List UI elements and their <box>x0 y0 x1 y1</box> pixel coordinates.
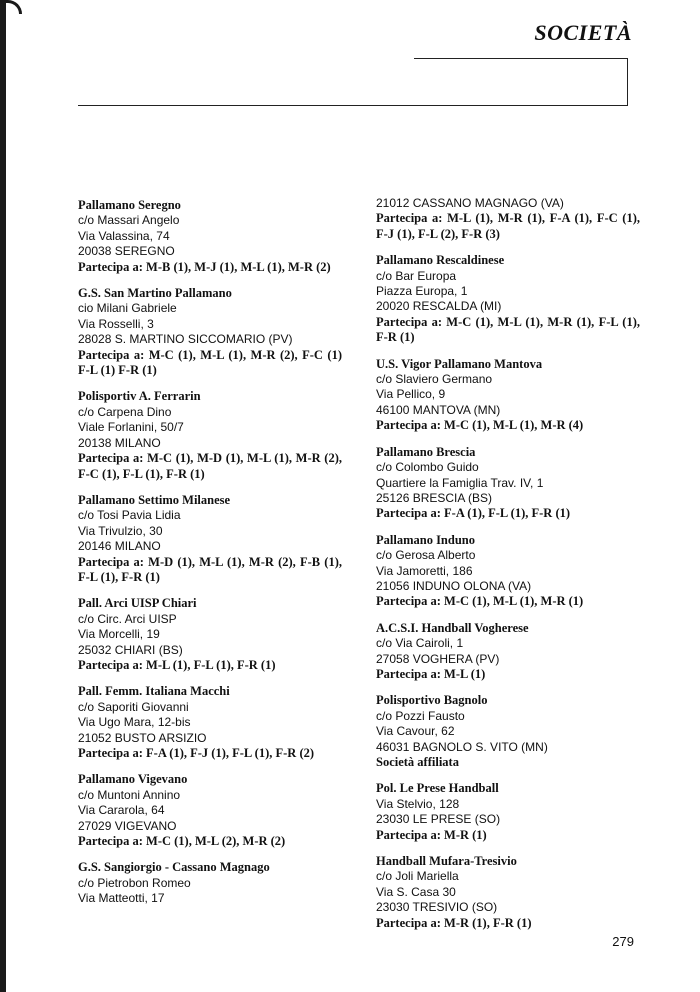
club-entry <box>78 493 342 585</box>
left-column <box>78 198 342 918</box>
address-line: Via Cavour, 62 <box>376 724 455 739</box>
address-line: 25126 BRESCIA (BS) <box>376 490 493 505</box>
address-line: c/o Pozzi Fausto <box>376 708 465 723</box>
club-name: G.S. Sangiorgio - Cassano Magnago <box>78 860 270 875</box>
address-line: Via Trivulzio, 30 <box>78 523 163 538</box>
address-line: Piazza Europa, 1 <box>376 284 468 299</box>
club-entry <box>78 198 342 275</box>
club-name: Pallamano Brescia <box>376 444 476 459</box>
address-line: c/o Circ. Arci UISP <box>78 611 177 626</box>
address-line: Via Cararola, 64 <box>78 803 165 818</box>
right-column <box>376 196 640 942</box>
participation-note: Partecipa a: M-R (1), F-R (1) <box>376 915 532 930</box>
participation-note: Partecipa a: M-C (1), M-L (1), M-R (4) <box>376 418 584 433</box>
address-line: 20038 SEREGNO <box>78 244 175 259</box>
club-name: A.C.S.I. Handball Vogherese <box>376 620 529 635</box>
address-line: cio Milani Gabriele <box>78 301 177 316</box>
club-entry <box>376 854 640 931</box>
club-name: G.S. San Martino Pallamano <box>78 286 232 301</box>
club-name: Pallamano Vigevano <box>78 772 188 787</box>
address-line: 27058 VOGHERA (PV) <box>376 651 500 666</box>
club-name: Handball Mufara-Tresivio <box>376 854 517 869</box>
club-entry <box>376 621 640 683</box>
participation-note: Partecipa a: F-A (1), F-L (1), F-R (1) <box>376 506 571 521</box>
address-line: Via Rosselli, 3 <box>78 316 154 331</box>
address-line: Via S. Casa 30 <box>376 884 456 899</box>
address-line: Via Valassina, 74 <box>78 228 170 243</box>
address-line: 21052 BUSTO ARSIZIO <box>78 730 207 745</box>
club-name: Polisportivo Bagnolo <box>376 693 488 708</box>
participation-note: Partecipa a: M-C (1), M-D (1), M-L (1), M-R (2), F-C (1), F-L (1), F-R (1) <box>78 451 342 481</box>
club-entry <box>376 357 640 434</box>
address-line: 20146 MILANO <box>78 539 161 554</box>
club-name: Pall. Femm. Italiana Macchi <box>78 684 230 699</box>
club-name: Pallamano Settimo Milanese <box>78 492 231 507</box>
address-line: 46100 MANTOVA (MN) <box>376 402 501 417</box>
address-line: Via Jamoretti, 186 <box>376 563 473 578</box>
club-entry <box>78 286 342 378</box>
address-line: c/o Massari Angelo <box>78 213 180 228</box>
address-line: 21012 CASSANO MAGNAGO (VA) <box>376 196 564 210</box>
club-entry <box>78 596 342 673</box>
address-line: 46031 BAGNOLO S. VITO (MN) <box>376 739 548 754</box>
address-line: c/o Tosi Pavia Lidia <box>78 508 181 523</box>
page-number: 279 <box>612 934 634 949</box>
club-name: Pallamano Seregno <box>78 198 181 212</box>
participation-note: Partecipa a: M-D (1), M-L (1), M-R (2), F-B (1), F-L (1), F-R (1) <box>78 554 342 584</box>
club-name: U.S. Vigor Pallamano Mantova <box>376 356 543 371</box>
club-entry <box>376 445 640 522</box>
club-name: Pall. Arci UISP Chiari <box>78 596 197 611</box>
club-entry <box>376 533 640 610</box>
club-entry <box>376 196 640 242</box>
participation-note: Partecipa a: M-L (1) <box>376 666 486 681</box>
club-name: Pallamano Induno <box>376 532 475 547</box>
address-line: c/o Joli Mariella <box>376 869 459 884</box>
club-entry <box>376 781 640 843</box>
participation-note: Partecipa a: M-R (1) <box>376 827 487 842</box>
participation-note: Partecipa a: M-L (1), F-L (1), F-R (1) <box>78 657 276 672</box>
section-title: SOCIETÀ <box>534 20 632 45</box>
address-line: Quartiere la Famiglia Trav. IV, 1 <box>376 475 544 490</box>
address-line: c/o Saporiti Giovanni <box>78 699 189 714</box>
address-line: Viale Forlanini, 50/7 <box>78 420 184 435</box>
address-line: Via Stelvio, 128 <box>376 796 460 811</box>
address-line: 27029 VIGEVANO <box>78 818 177 833</box>
address-line: 28028 S. MARTINO SICCOMARIO (PV) <box>78 332 293 347</box>
address-line: c/o Bar Europa <box>376 268 457 283</box>
address-line: c/o Muntoni Annino <box>78 787 181 802</box>
address-line: c/o Pietrobon Romeo <box>78 875 191 890</box>
address-line: c/o Gerosa Alberto <box>376 548 476 563</box>
address-line: Via Ugo Mara, 12-bis <box>78 715 191 730</box>
club-name: Polisportiv A. Ferrarin <box>78 389 201 404</box>
address-line: Via Morcelli, 19 <box>78 627 160 642</box>
participation-note: Partecipa a: M-B (1), M-J (1), M-L (1), M-R (2) <box>78 259 331 274</box>
participation-note: Partecipa a: M-C (1), M-L (1), M-R (1) <box>376 594 584 609</box>
club-name: Pol. Le Prese Handball <box>376 781 499 796</box>
participation-note: Società affiliata <box>376 755 459 769</box>
address-line: c/o Slaviero Germano <box>376 372 493 387</box>
address-line: 21056 INDUNO OLONA (VA) <box>376 578 532 593</box>
address-line: c/o Via Cairoli, 1 <box>376 636 464 651</box>
address-line: c/o Colombo Guido <box>376 460 479 475</box>
address-line: c/o Carpena Dino <box>78 404 172 419</box>
club-name: Pallamano Rescaldinese <box>376 253 505 268</box>
club-entry <box>78 860 342 906</box>
header-rule <box>78 105 628 106</box>
address-line: 20138 MILANO <box>78 435 161 450</box>
page-binding-notch <box>0 0 22 14</box>
club-entry <box>78 772 342 849</box>
header-frame <box>414 58 628 106</box>
address-line: 23030 LE PRESE (SO) <box>376 812 501 827</box>
address-line: 23030 TRESIVIO (SO) <box>376 900 498 915</box>
participation-note: Partecipa a: F-A (1), F-J (1), F-L (1), F-R (2) <box>78 746 315 760</box>
address-line: Via Matteotti, 17 <box>78 891 165 906</box>
participation-note: Partecipa a: M-C (1), M-L (1), M-R (2), F-C (1) F-L (1) F-R (1) <box>78 347 342 378</box>
address-line: Via Pellico, 9 <box>376 387 446 402</box>
page-binding-edge <box>0 0 6 992</box>
participation-note: Partecipa a: M-C (1), M-L (1), M-R (1), F-L (1), F-R (1) <box>376 314 640 345</box>
participation-note: Partecipa a: M-C (1), M-L (2), M-R (2) <box>78 834 286 849</box>
address-line: 25032 CHIARI (BS) <box>78 642 183 657</box>
address-line: 20020 RESCALDA (MI) <box>376 299 502 314</box>
club-entry <box>376 253 640 345</box>
participation-note: Partecipa a: M-L (1), M-R (1), F-A (1), F-C (1), F-J (1), F-L (2), F-R (3) <box>376 211 640 241</box>
club-entry <box>78 389 342 481</box>
club-entry <box>78 684 342 761</box>
club-entry <box>376 693 640 770</box>
